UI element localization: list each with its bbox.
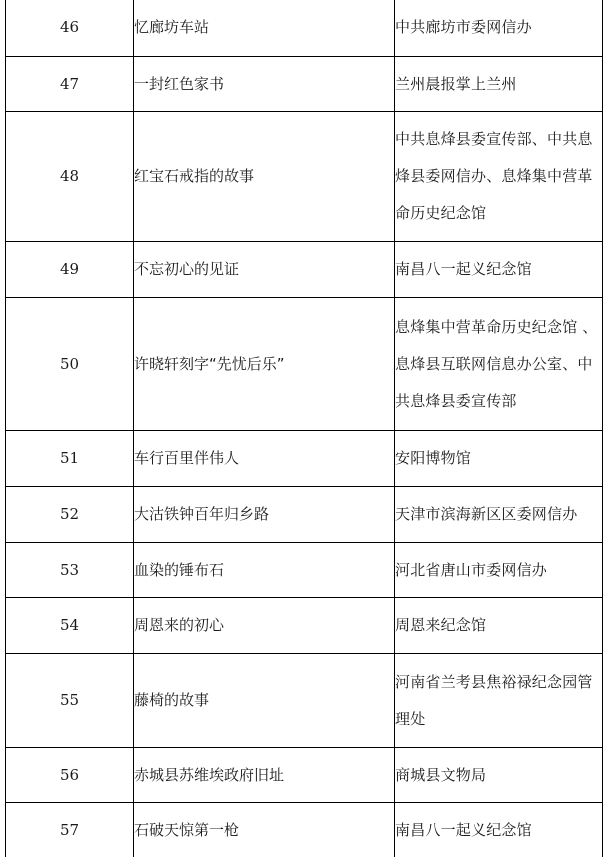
work-title: 大沽铁钟百年归乡路: [134, 487, 395, 543]
row-number: 57: [6, 803, 134, 857]
work-title: 赤城县苏维埃政府旧址: [134, 748, 395, 803]
table-row: [6, 431, 603, 487]
table-row: [6, 598, 603, 654]
work-title: 一封红色家书: [134, 57, 395, 112]
organization-text: 周恩来纪念馆: [395, 616, 487, 634]
row-number: 47: [6, 57, 134, 112]
table-row: [6, 112, 603, 242]
table-row: [6, 298, 603, 431]
organization-text: 河南省兰考县焦裕禄纪念园管理处: [395, 672, 593, 728]
row-number: 53: [6, 543, 134, 598]
organization-text: 兰州晨报掌上兰州: [395, 74, 517, 93]
row-number: 48: [6, 112, 134, 242]
table-row: [6, 748, 603, 803]
organization: [395, 298, 603, 431]
organization: [395, 431, 603, 487]
organization: [395, 654, 603, 748]
organization: [395, 112, 603, 242]
work-title: 石破天惊第一枪: [134, 803, 395, 857]
organization: [395, 748, 603, 803]
row-number: 49: [6, 242, 134, 298]
row-number: 54: [6, 598, 134, 654]
organization: [395, 543, 603, 598]
work-title: 藤椅的故事: [134, 654, 395, 748]
organization: [395, 0, 603, 57]
organization-text: 天津市滨海新区区委网信办: [395, 505, 578, 523]
organization-text: 中共息烽县委宣传部、中共息烽县委网信办、息烽集中营革命历史纪念馆: [395, 130, 593, 222]
organization: [395, 487, 603, 543]
table-row: [6, 487, 603, 543]
row-number: 52: [6, 487, 134, 543]
work-title: 血染的锤布石: [134, 543, 395, 598]
organization-text: 河北省唐山市委网信办: [395, 560, 548, 579]
table-row: [6, 803, 603, 857]
organization-text: 安阳博物馆: [395, 449, 472, 467]
work-title: 红宝石戒指的故事: [134, 112, 395, 242]
row-number: 50: [6, 298, 134, 431]
table-row: [6, 57, 603, 112]
table-row: [6, 0, 603, 57]
work-title: 车行百里伴伟人: [134, 431, 395, 487]
row-number: 56: [6, 748, 134, 803]
organization-text: 息烽集中营革命历史纪念馆 、息烽县互联网信息办公室、中共息烽县委宣传部: [395, 317, 598, 410]
organization-text: 南昌八一起义纪念馆: [395, 820, 532, 839]
row-number: 55: [6, 654, 134, 748]
work-title: 不忘初心的见证: [134, 242, 395, 298]
row-number: 51: [6, 431, 134, 487]
work-title: 周恩来的初心: [134, 598, 395, 654]
table-row: [6, 654, 603, 748]
organization-text: 中共廊坊市委网信办: [395, 18, 532, 36]
organization: [395, 57, 603, 112]
organization-text: 南昌八一起义纪念馆: [395, 260, 532, 278]
organization-text: 商城县文物局: [395, 765, 487, 784]
row-number: 46: [6, 0, 134, 57]
organization: [395, 598, 603, 654]
work-title: 许晓轩刻字“先忧后乐”: [134, 298, 395, 431]
organization: [395, 242, 603, 298]
table-row: [6, 242, 603, 298]
table-row: [6, 543, 603, 598]
works-table: [5, 0, 603, 857]
organization: [395, 803, 603, 857]
work-title: 忆廊坊车站: [134, 0, 395, 57]
